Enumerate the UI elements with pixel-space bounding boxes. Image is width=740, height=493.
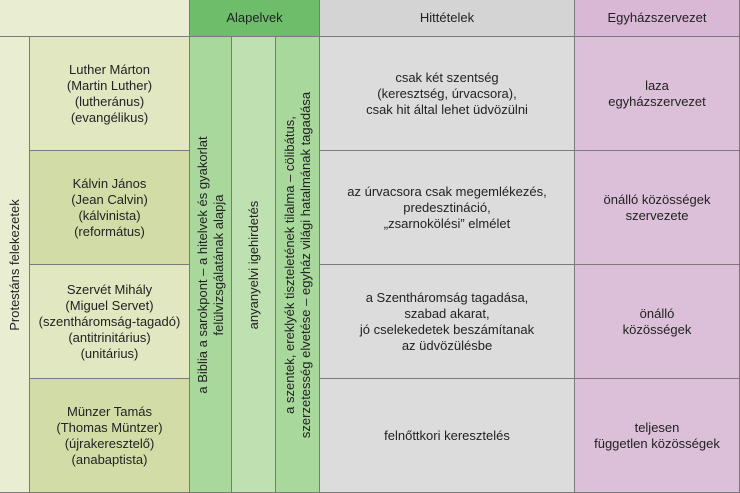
side-label-cell: [0, 37, 30, 493]
row-hittetel-luther: csak két szentség (keresztség, úrvacsora), csak hit által lehet üdvözülni: [320, 37, 575, 151]
row-hittetel-kalvin: az úrvacsora csak megemlékezés, predesztináció, „zsarnokölési” elmélet: [320, 151, 575, 265]
row-name-kalvin: Kálvin János (Jean Calvin) (kálvinista) (református): [30, 151, 190, 265]
row-name-munzer: Münzer Tamás (Thomas Müntzer) (újrakeresztelő) (anabaptista): [30, 379, 190, 493]
row-hittetel-szervet: a Szentháromság tagadása, szabad akarat, jó cselekedetek beszámítanak az üdvözülésbe: [320, 265, 575, 379]
alapelv-anyanyelv: anyanyelvi igehirdetés: [245, 200, 261, 329]
row-egyhaz-munzer: teljesen független közösségek: [575, 379, 740, 493]
alapelv-szentek-cell: [276, 37, 320, 493]
header-corner: [0, 0, 190, 37]
row-egyhaz-kalvin: önálló közösségek szervezete: [575, 151, 740, 265]
row-egyhaz-szervet: önálló közösségek: [575, 265, 740, 379]
header-egyhazszervezet: Egyházszervezet: [575, 0, 740, 37]
alapelv-anyanyelv-cell: [232, 37, 276, 493]
header-hittetelek: Hittételek: [320, 0, 575, 37]
alapelv-biblia-cell: [190, 37, 232, 493]
alapelv-szentek: a szentek, ereklyék tiszteletének tilalma – cölibátus, szerzetesség elvetése – egyház világi hatalmának tagadása: [281, 91, 313, 438]
alapelv-biblia: a Biblia a sarokpont – a hitelvek és gyakorlat felülvizsgálatának alapja: [194, 135, 226, 394]
row-name-luther: Luther Márton (Martin Luther) (lutheránus) (evangélikus): [30, 37, 190, 151]
side-label: Protestáns felekezetek: [6, 198, 22, 331]
row-hittetel-munzer: felnőttkori keresztelés: [320, 379, 575, 493]
header-alapelvek: Alapelvek: [190, 0, 320, 37]
row-name-szervet: Szervét Mihály (Miguel Servet) (szentháromság-tagadó) (antitrinitárius) (unitárius): [30, 265, 190, 379]
row-egyhaz-luther: laza egyházszervezet: [575, 37, 740, 151]
